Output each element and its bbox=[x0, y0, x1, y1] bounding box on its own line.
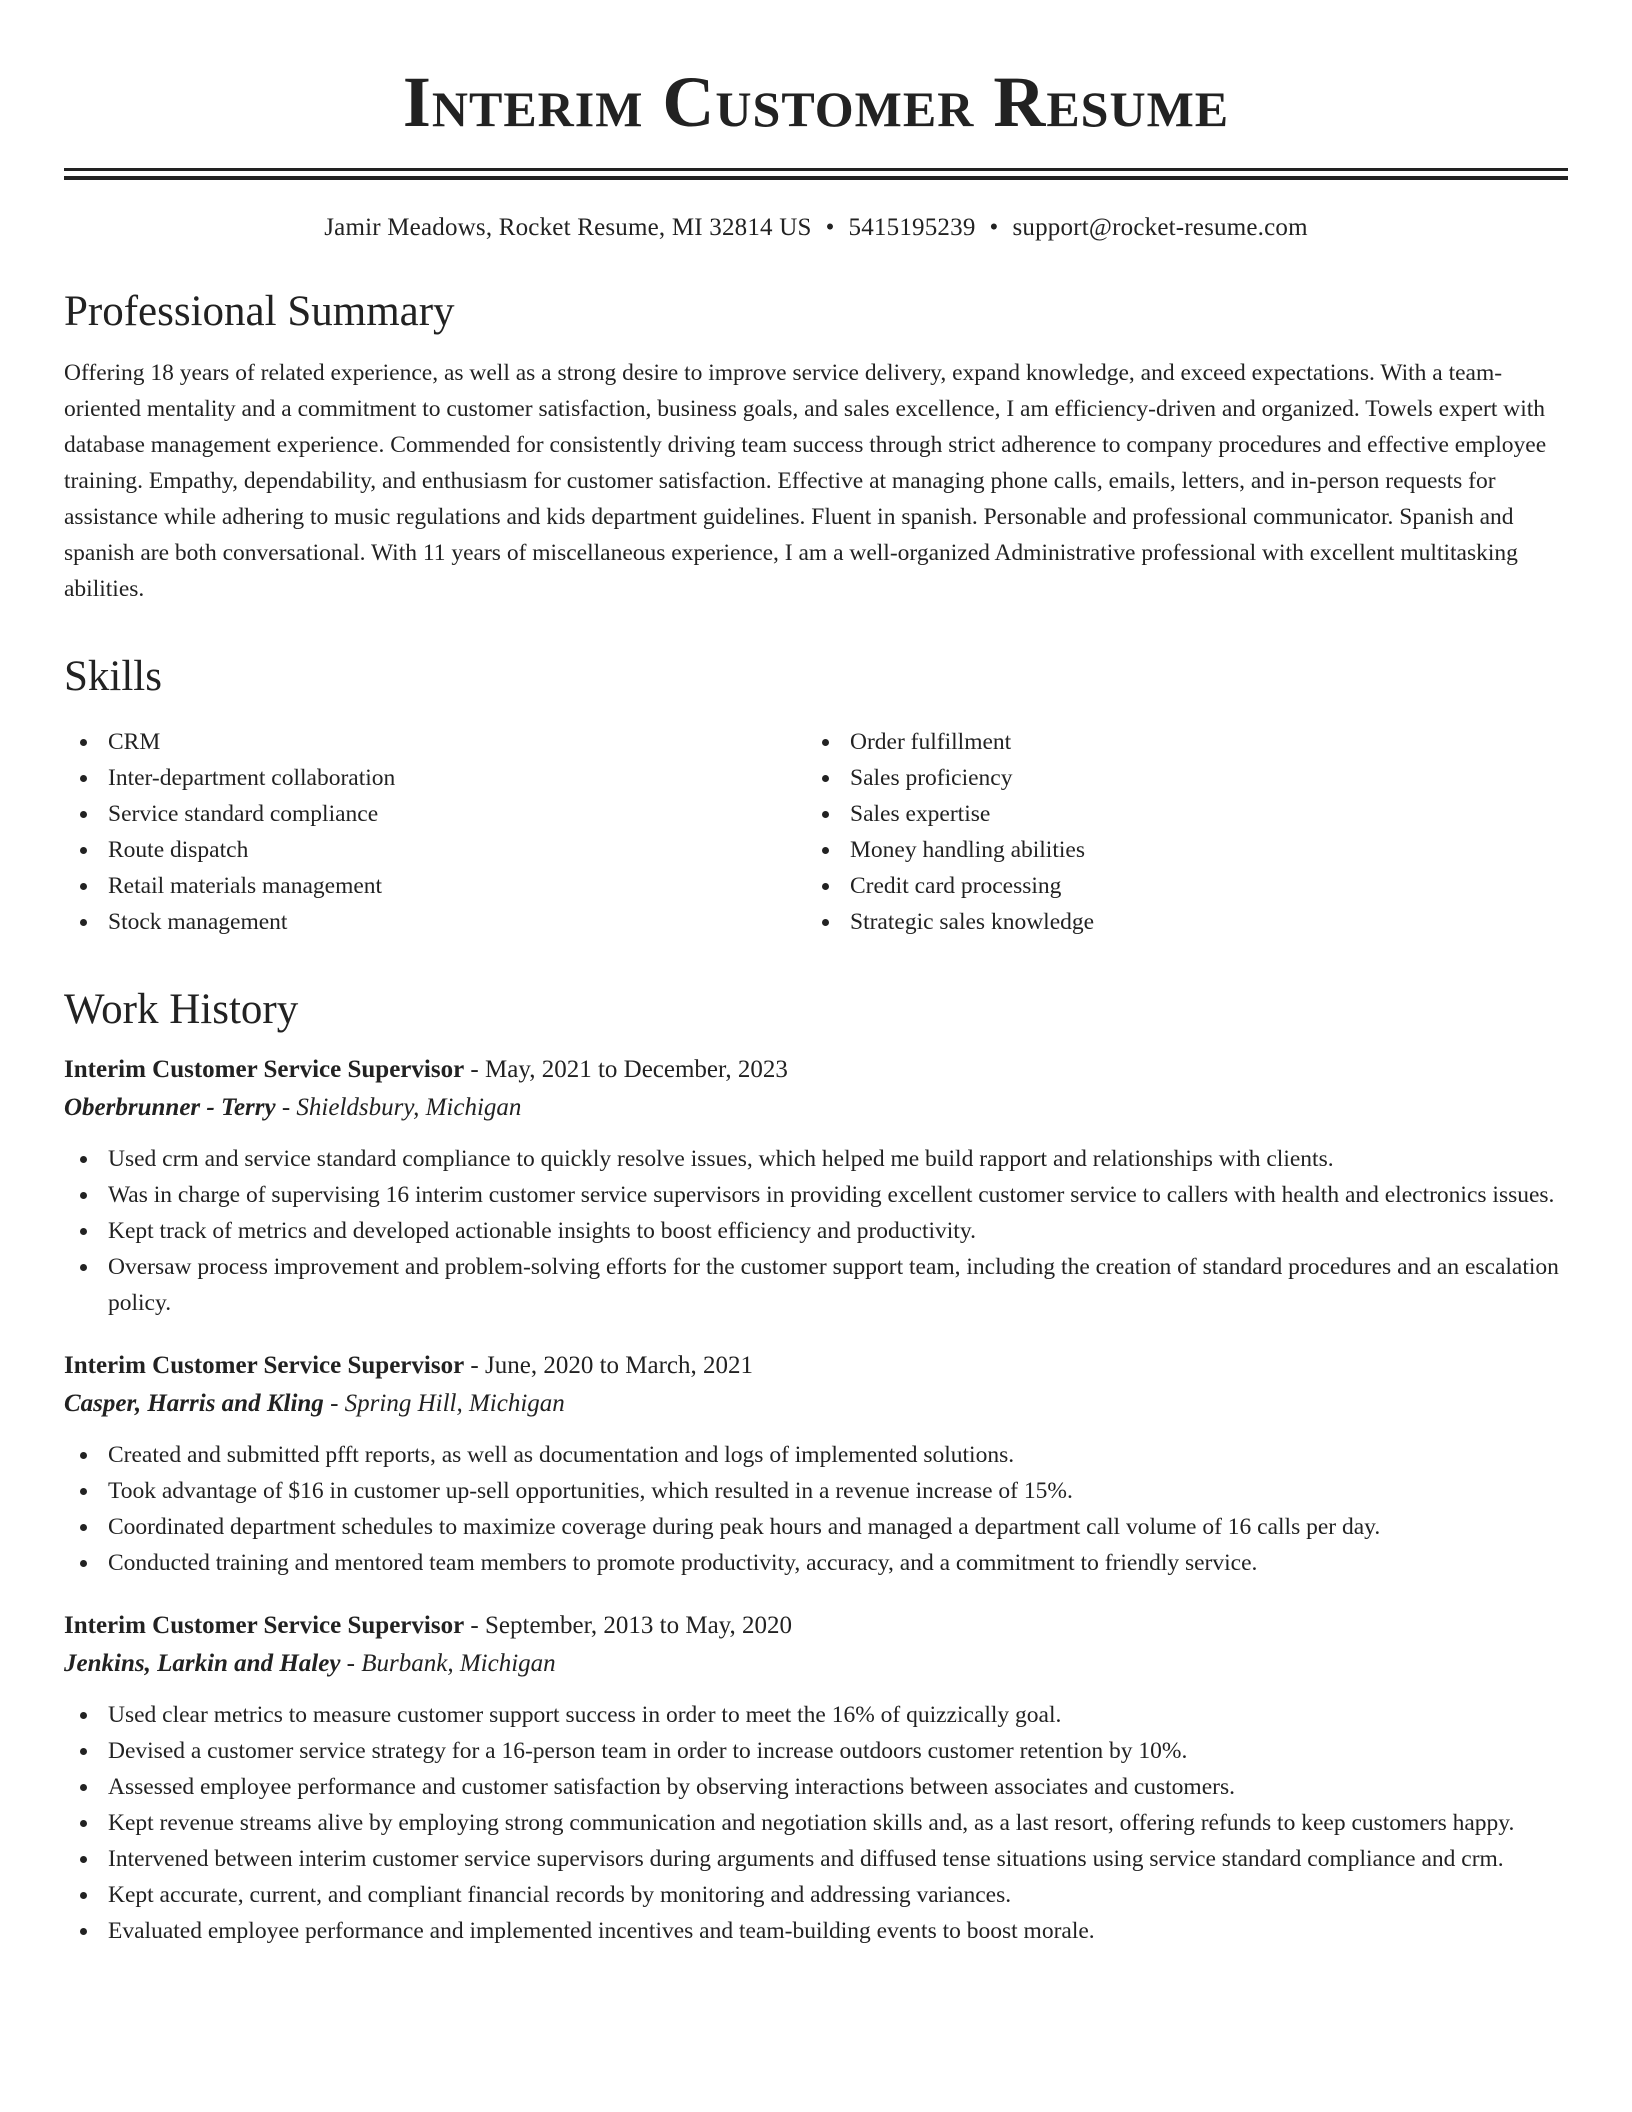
job-company-line bbox=[64, 1385, 1568, 1423]
contact-separator: • bbox=[825, 214, 835, 241]
job-duties-list bbox=[64, 1697, 1568, 1949]
job-title-line bbox=[64, 1607, 1568, 1645]
job-entry bbox=[64, 1607, 1568, 1949]
work-history-list bbox=[64, 1051, 1568, 1949]
job-duty-item: Took advantage of $16 in customer up-sell opportunities, which resulted in a revenue increase of 15%. bbox=[64, 1473, 1568, 1509]
contact-line bbox=[64, 214, 1568, 242]
contact-phone: 5415195239 bbox=[848, 214, 976, 241]
skill-item: Sales proficiency bbox=[806, 760, 1548, 796]
skill-item: Service standard compliance bbox=[64, 796, 806, 832]
job-dates: - June, 2020 to March, 2021 bbox=[464, 1352, 754, 1379]
skills-column-left bbox=[64, 724, 806, 940]
skill-item: Credit card processing bbox=[806, 868, 1548, 904]
job-title: Interim Customer Service Supervisor bbox=[64, 1352, 465, 1379]
job-duty-item: Conducted training and mentored team members to promote productivity, accuracy, and a commitment to friendly service. bbox=[64, 1545, 1568, 1581]
job-entry bbox=[64, 1051, 1568, 1321]
job-duty-item: Assessed employee performance and customer satisfaction by observing interactions between associates and customers. bbox=[64, 1769, 1568, 1805]
job-location: - Burbank, Michigan bbox=[340, 1650, 556, 1677]
job-duty-item: Intervened between interim customer service supervisors during arguments and diffused tense situations using service standard compliance and crm. bbox=[64, 1841, 1568, 1877]
summary-heading: Professional Summary bbox=[64, 288, 455, 335]
skill-item: CRM bbox=[64, 724, 806, 760]
resume-title: Interim Customer Resume bbox=[402, 62, 1230, 142]
skill-item: Stock management bbox=[64, 904, 806, 940]
skill-item: Strategic sales knowledge bbox=[806, 904, 1548, 940]
job-duty-item: Kept revenue streams alive by employing strong communication and negotiation skills and, as a last resort, offering refunds to keep customers happy. bbox=[64, 1805, 1568, 1841]
skills-column-right bbox=[806, 724, 1548, 940]
title-divider bbox=[64, 168, 1568, 180]
job-title-line bbox=[64, 1051, 1568, 1089]
contact-email: support@rocket-resume.com bbox=[1012, 214, 1308, 241]
job-company: Jenkins, Larkin and Haley bbox=[64, 1650, 341, 1677]
job-duties-list bbox=[64, 1141, 1568, 1321]
job-duty-item: Coordinated department schedules to maximize coverage during peak hours and managed a department call volume of 16 calls per day. bbox=[64, 1509, 1568, 1545]
job-dates: - May, 2021 to December, 2023 bbox=[464, 1056, 788, 1083]
job-company-line bbox=[64, 1089, 1568, 1127]
job-duty-item: Kept accurate, current, and compliant financial records by monitoring and addressing variances. bbox=[64, 1877, 1568, 1913]
skill-item: Sales expertise bbox=[806, 796, 1548, 832]
job-duty-item: Created and submitted pfft reports, as well as documentation and logs of implemented solutions. bbox=[64, 1437, 1568, 1473]
job-location: - Spring Hill, Michigan bbox=[323, 1390, 565, 1417]
job-entry bbox=[64, 1347, 1568, 1581]
skill-item: Retail materials management bbox=[64, 868, 806, 904]
job-title: Interim Customer Service Supervisor bbox=[64, 1612, 465, 1639]
job-company-line bbox=[64, 1645, 1568, 1683]
job-duty-item: Used crm and service standard compliance to quickly resolve issues, which helped me build rapport and relationships with clients. bbox=[64, 1141, 1568, 1177]
skills-list bbox=[64, 724, 1568, 940]
job-duties-list bbox=[64, 1437, 1568, 1581]
skill-item: Money handling abilities bbox=[806, 832, 1548, 868]
job-duty-item: Oversaw process improvement and problem-solving efforts for the customer support team, including the creation of standard procedures and an escalation policy. bbox=[64, 1249, 1568, 1321]
job-title: Interim Customer Service Supervisor bbox=[64, 1056, 465, 1083]
contact-separator: • bbox=[989, 214, 999, 241]
skill-item: Route dispatch bbox=[64, 832, 806, 868]
skill-item: Order fulfillment bbox=[806, 724, 1548, 760]
contact-address: Jamir Meadows, Rocket Resume, MI 32814 US bbox=[324, 214, 812, 241]
skill-item: Inter-department collaboration bbox=[64, 760, 806, 796]
job-duty-item: Was in charge of supervising 16 interim customer service supervisors in providing excellent customer service to callers with health and electronics issues. bbox=[64, 1177, 1568, 1213]
summary-text: Offering 18 years of related experience, as well as a strong desire to improve service delivery, expand knowledge, and exceed expectations. With a team-oriented mentality and a commitment to customer satisfaction, business goals, and sales excellence, I am efficiency-driven and organized. Towels expert with database management experience. Commended for consistently driving team success through strict adherence to company procedures and effective employee training. Empathy, dependability, and enthusiasm for customer satisfaction. Effective at managing phone calls, emails, letters, and in-person requests for assistance while adhering to music regulations and kids department guidelines. Fluent in spanish. Personable and professional communicator. Spanish and spanish are both conversational. With 11 years of miscellaneous experience, I am a well-organized Administrative professional with excellent multitasking abilities. bbox=[64, 360, 1547, 602]
job-duty-item: Kept track of metrics and developed actionable insights to boost efficiency and productivity. bbox=[64, 1213, 1568, 1249]
job-company: Casper, Harris and Kling bbox=[64, 1390, 324, 1417]
job-dates: - September, 2013 to May, 2020 bbox=[464, 1612, 793, 1639]
work-history-heading: Work History bbox=[64, 986, 299, 1033]
job-company: Oberbrunner - Terry bbox=[64, 1094, 276, 1121]
job-location: - Shieldsbury, Michigan bbox=[275, 1094, 522, 1121]
job-duty-item: Devised a customer service strategy for a 16-person team in order to increase outdoors customer retention by 10%. bbox=[64, 1733, 1568, 1769]
skills-heading: Skills bbox=[64, 653, 162, 700]
job-title-line bbox=[64, 1347, 1568, 1385]
job-duty-item: Used clear metrics to measure customer support success in order to meet the 16% of quizzically goal. bbox=[64, 1697, 1568, 1733]
job-duty-item: Evaluated employee performance and implemented incentives and team-building events to boost morale. bbox=[64, 1913, 1568, 1949]
